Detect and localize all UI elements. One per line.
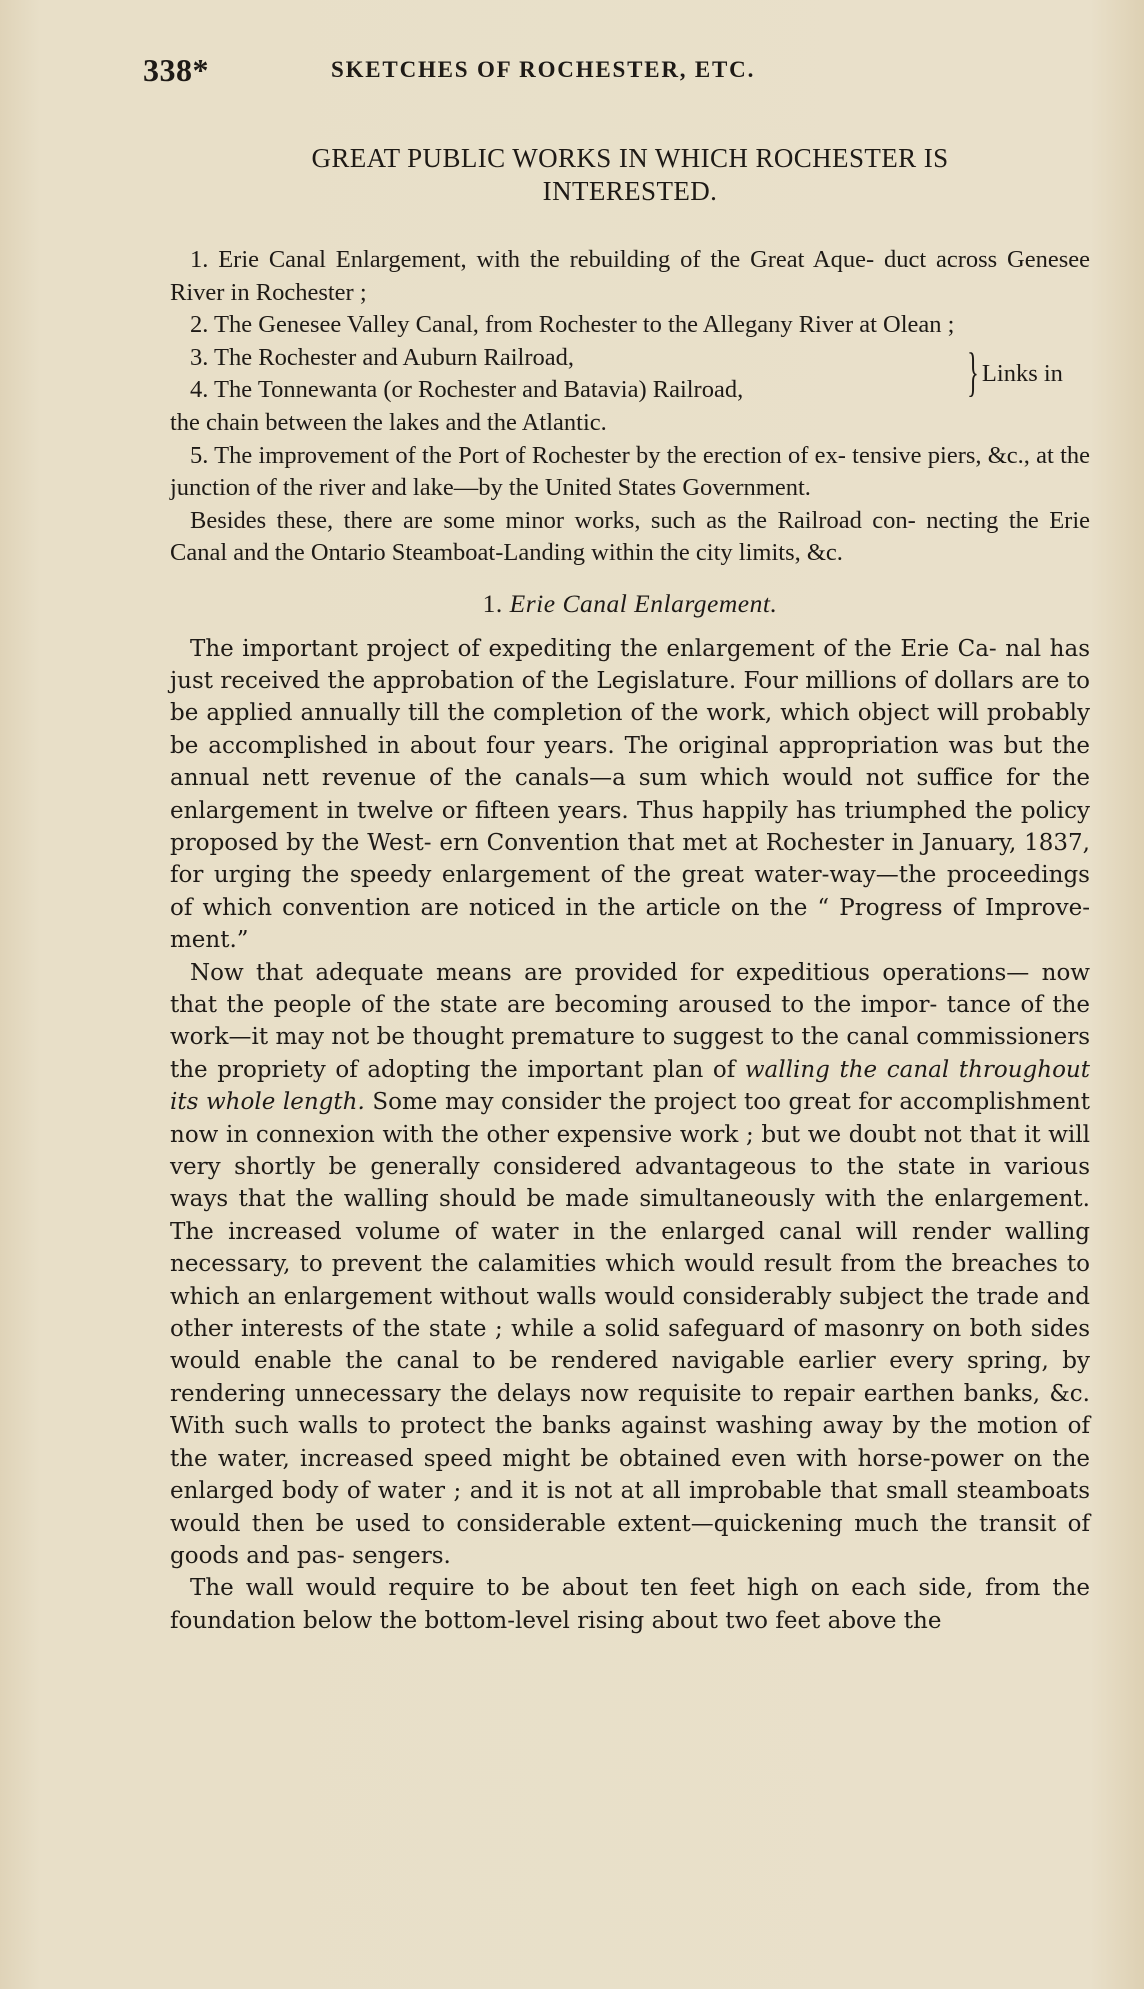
- brace-note-text: Links in: [981, 359, 1063, 387]
- page-number: 338*: [143, 52, 209, 88]
- list-item-4: 4. The Tonnewanta (or Rochester and Batavia) Railroad,: [190, 376, 744, 404]
- body-paragraph-1: The important project of expediting the enlargement of the Erie Ca- nal has just received the approbation of the Legislature. Four millions of dollars are to be applied annually till the completion of the work, which object will probably be accomplished in about four years. The original appropriation was but the annual nett revenue of the canals—a sum which would not suffice for the enlargement in twelve or fifteen years. Thus happily has triumphed the policy proposed by the West- ern Convention that met at Rochester in January, 1837, for urging the speedy enlargement of the great water-way—the proceedings of which convention are noticed in the article on the “ Progress of Improve- ment.”: [170, 635, 1090, 954]
- railroad-lines: [170, 342, 950, 407]
- works-list: [170, 244, 1090, 570]
- list-continuation: the chain between the lakes and the Atlantic.: [170, 408, 607, 436]
- list-item-2: 2. The Genesee Valley Canal, from Rochester to the Allegany River at Olean ;: [190, 311, 955, 339]
- page-content: [170, 142, 1090, 1637]
- chapter-title-line-2: INTERESTED.: [542, 176, 718, 206]
- body-paragraph-2-part-b: Some may consider the project too great for accomplishment now in connexion with the other expensive work ; but we doubt not that it will very shortly be generally considered advantageous to the state in various ways that the walling should be made simultaneously with the enlargement. The increased volume of water in the enlarged canal will render walling necessary, to prevent the calamities which would result from the breaches to which an enlargement without walls would considerably subject the trade and other interests of the state ; while a solid safeguard of masonry on both sides would enable the canal to be rendered navigable earlier every spring, by rendering unnecessary the delays now requisite to repair earthen banks, &c. With such walls to protect the banks against washing away by the motion of the water, increased speed might be obtained even with horse-power on the enlarged body of water ; and it is not at all improbable that small steamboats would then be used to considerable extent—quickening much the transit of goods and pas- sengers.: [170, 1089, 1090, 1569]
- list-item-5: 5. The improvement of the Port of Rochester by the erection of ex- tensive piers, &c., at the junction of the river and lake—by the United States Government.: [170, 441, 1090, 502]
- railroad-group: [170, 342, 1090, 407]
- brace-note: [960, 342, 1063, 407]
- section-heading: [170, 588, 1090, 621]
- list-item-3: 3. The Rochester and Auburn Railroad,: [190, 343, 574, 371]
- chapter-title-line-1: GREAT PUBLIC WORKS IN WHICH ROCHESTER IS: [311, 143, 949, 173]
- section-number: 1.: [482, 588, 503, 618]
- body-text: [170, 633, 1090, 1638]
- section-title: Erie Canal Enlargement.: [509, 588, 778, 618]
- body-paragraph-2-part-a: Now that adequate means are provided for expeditious operations— now that the people of the state are becoming aroused to the impor- tance of the work—it may not be thought premature to suggest to the canal commissioners the propriety of adopting the important plan of: [170, 959, 1090, 1083]
- chapter-title: [170, 142, 1090, 208]
- list-item-1: 1. Erie Canal Enlargement, with the rebuilding of the Great Aque- duct across Genesee River in Rochester ;: [170, 246, 1090, 306]
- body-paragraph-3: The wall would require to be about ten feet high on each side, from the foundation below the bottom-level rising about two feet above the: [170, 1575, 1090, 1634]
- besides-paragraph: Besides these, there are some minor works, such as the Railroad con- necting the Erie Canal and the Ontario Steamboat-Landing within the city limits, &c.: [170, 506, 1090, 567]
- curly-brace-icon: }: [967, 342, 979, 403]
- running-head: SKETCHES OF ROCHESTER, ETC.: [331, 57, 756, 82]
- body-paragraph-2: [170, 957, 1090, 1573]
- page-header: [143, 52, 1093, 102]
- body-paragraph-2-italic: walling the canal throughout its whole length.: [170, 1056, 1090, 1116]
